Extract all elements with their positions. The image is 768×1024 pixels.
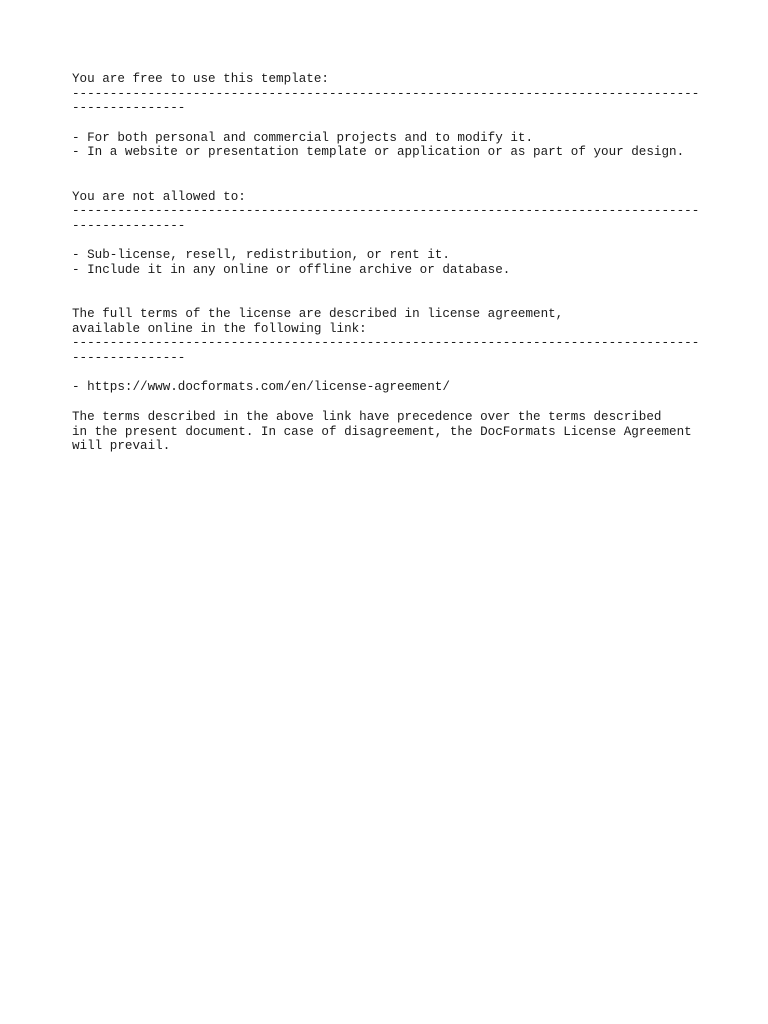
spacer bbox=[72, 116, 712, 131]
closing-line: will prevail. bbox=[72, 439, 171, 454]
spacer bbox=[72, 366, 712, 381]
section-free-to-use bbox=[72, 72, 712, 160]
section-heading: You are free to use this template: bbox=[72, 72, 329, 86]
list-item: - Sub-license, resell, redistribution, or rent it. bbox=[72, 248, 450, 263]
list-item: - Include it in any online or offline archive or database. bbox=[72, 262, 511, 277]
closing-paragraph bbox=[72, 410, 712, 454]
section-heading: You are not allowed to: bbox=[72, 189, 246, 204]
divider-rule: ----------------------------------------------------------------------------------- bbox=[72, 336, 700, 351]
section-full-terms bbox=[72, 307, 712, 395]
divider-rule: ----------------------------------------------------------------------------------- bbox=[72, 204, 700, 219]
closing-line: The terms described in the above link have precedence over the terms described bbox=[72, 409, 662, 424]
license-link[interactable]: - https://www.docformats.com/en/license-agreement/ bbox=[72, 380, 450, 395]
list-item: - For both personal and commercial projects and to modify it. bbox=[72, 130, 534, 145]
divider-rule-continuation: --------------- bbox=[72, 218, 186, 233]
spacer bbox=[72, 234, 712, 249]
divider-rule-continuation: --------------- bbox=[72, 351, 186, 366]
closing-line: in the present document. In case of disagreement, the DocFormats License Agreement bbox=[72, 424, 692, 439]
section-not-allowed bbox=[72, 190, 712, 278]
divider-rule-continuation: --------------- bbox=[72, 101, 186, 116]
list-item: - In a website or presentation template or application or as part of your design. bbox=[72, 145, 685, 160]
spacer bbox=[72, 278, 712, 307]
spacer bbox=[72, 395, 712, 410]
divider-rule: ----------------------------------------------------------------------------------- bbox=[72, 86, 700, 101]
section-heading-continuation: available online in the following link: bbox=[72, 321, 367, 336]
section-heading: The full terms of the license are described in license agreement, bbox=[72, 307, 564, 322]
license-document bbox=[72, 72, 712, 454]
spacer bbox=[72, 160, 712, 189]
